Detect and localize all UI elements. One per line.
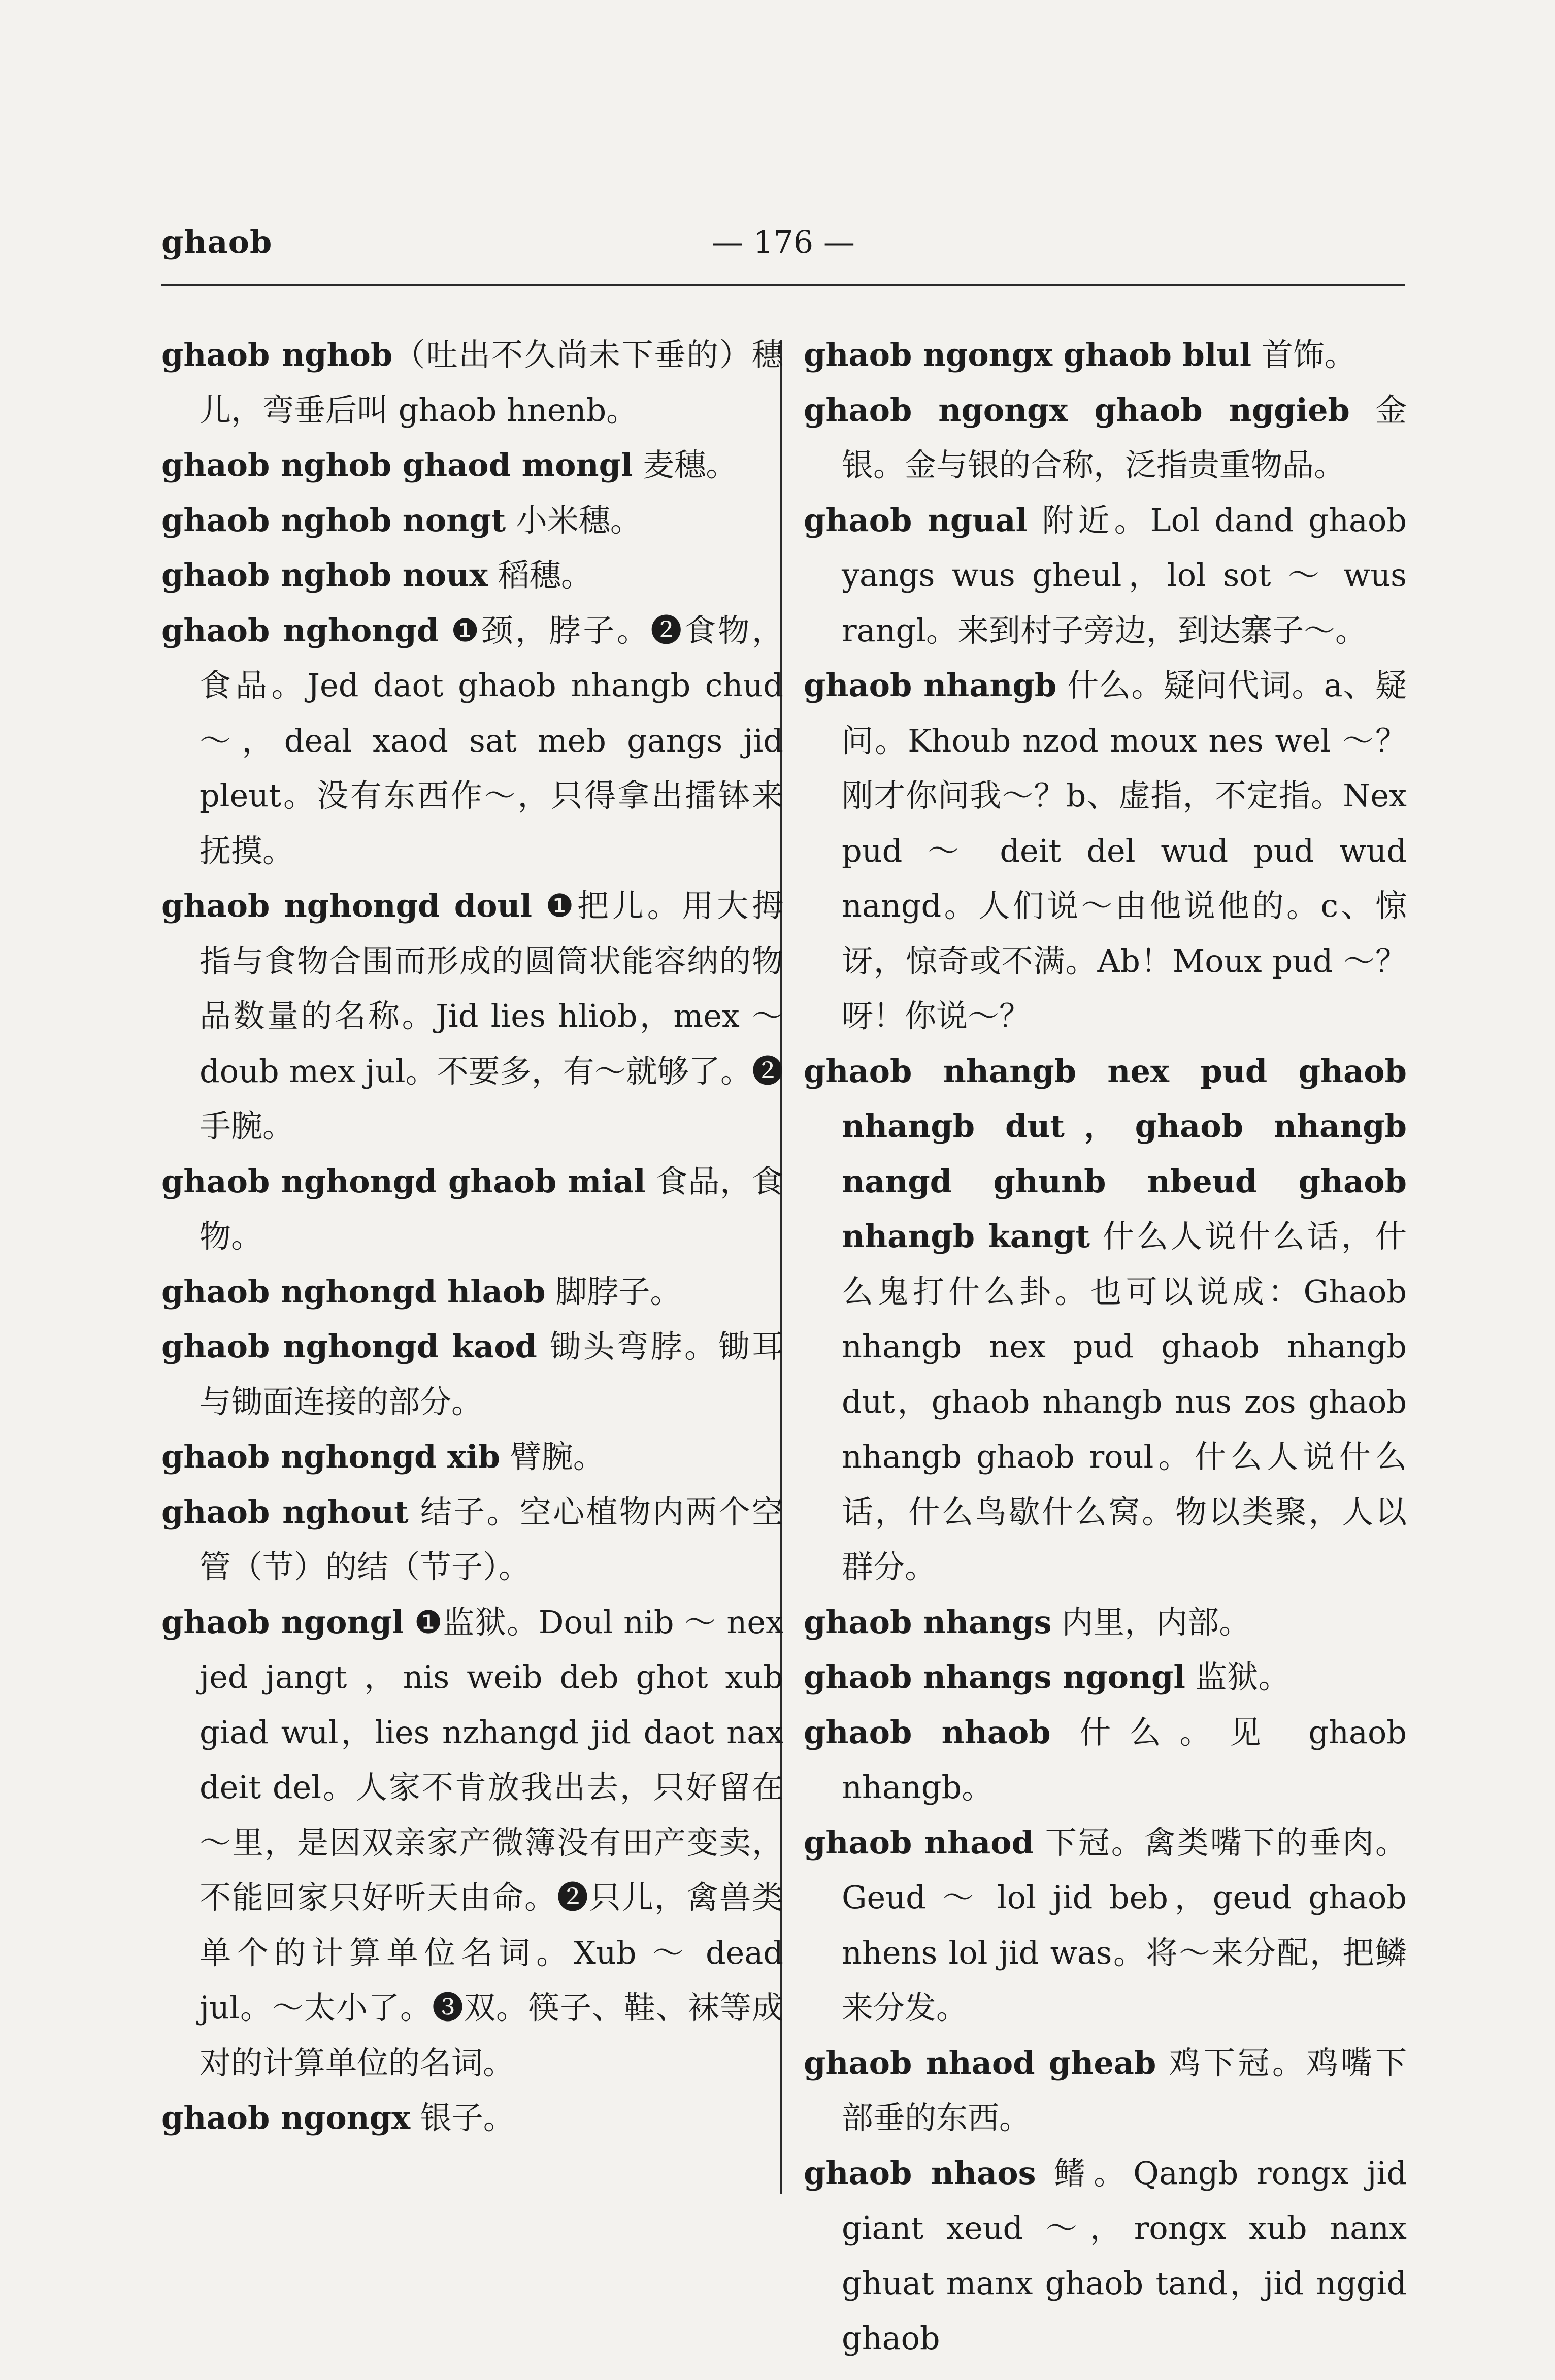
entry-definition: 鳍。Qangb rongx jid giant xeud ～，rongx xub nanx ghuat manx ghaob tand，jid nggid ghaob: [842, 2154, 1407, 2357]
dictionary-entry: [161, 328, 783, 438]
dictionary-entry: [161, 1429, 783, 1485]
dictionary-entry: [804, 328, 1407, 383]
entry-definition: ❶颈，脖子。❷食物，食品。Jed daot ghaob nhangb chud ～，deal xaod sat meb gangs jid pleut。没有东西作～，只得拿出擂钵来抚摸。: [200, 611, 783, 869]
entry-definition: 附近。Lol dand ghaob yangs wus gheul，lol sot ～ wus rangl。来到村子旁边，到达寨子～。: [842, 501, 1407, 649]
dictionary-entry: [161, 493, 783, 548]
dictionary-entry: [161, 878, 783, 1154]
entry-definition: 金银。金与银的合称，泛指贵重物品。: [842, 391, 1407, 483]
entry-definition: 食品，食物。: [200, 1162, 784, 1255]
entry-headword: ghaob ngongx ghaob nggieb: [804, 391, 1350, 429]
page-header: [161, 223, 1405, 269]
page-number: — 176 —: [712, 223, 855, 260]
entry-headword: ghaob nghob noux: [161, 557, 488, 594]
entry-headword: ghaob ngongl: [161, 1603, 404, 1641]
dictionary-entry: [161, 548, 783, 603]
entry-headword: ghaob nghob: [161, 336, 393, 373]
dictionary-entry: [804, 1650, 1407, 1705]
guide-word: ghaob: [161, 223, 273, 260]
entry-definition: 脚脖子。: [545, 1273, 682, 1310]
dictionary-entry: [804, 658, 1407, 1044]
entry-headword: ghaob nhangb nex pud ghaob nhangb dut，ghaob nhangb nangd ghunb nbeud ghaob nhangb kangt: [804, 1052, 1407, 1255]
entry-definition: 什么。见 ghaob nhangb。: [842, 1713, 1407, 1806]
entry-headword: ghaob nhaod: [804, 1823, 1034, 1861]
dictionary-entry: [161, 1264, 783, 1320]
entry-headword: ghaob nhangb: [804, 667, 1057, 704]
dictionary-entry: [161, 603, 783, 879]
entry-headword: ghaob ngual: [804, 501, 1028, 539]
entry-headword: ghaob nhangs ngongl: [804, 1658, 1185, 1696]
entry-definition: 麦穗。: [633, 446, 738, 483]
entry-headword: ghaob nghob ghaod mongl: [161, 446, 633, 483]
dictionary-entry: [804, 1595, 1407, 1650]
entry-definition: 锄头弯脖。锄耳与锄面连接的部分。: [200, 1328, 783, 1420]
dictionary-entry: [161, 438, 783, 493]
right-column: [804, 328, 1407, 2366]
dictionary-entry: [161, 1485, 783, 1595]
entry-definition: 结子。空心植物内两个空管（节）的结（节子）。: [200, 1493, 783, 1585]
dictionary-entry: [804, 2036, 1407, 2146]
dictionary-entry: [161, 1154, 783, 1264]
entry-headword: ghaob nghongd: [161, 611, 439, 649]
entry-headword: ghaob nhaos: [804, 2154, 1036, 2192]
entry-definition: 鸡下冠。鸡嘴下部垂的东西。: [842, 2044, 1407, 2136]
entry-headword: ghaob nghout: [161, 1493, 409, 1530]
entry-definition: ❶监狱。Doul nib ～ nex jed jangt ，nis weib deb ghot xub giad wul，lies nzhangd jid daot nax deit del。人家不肯放我出去，只好留在～里，是因双亲家产微簿没有田产变卖，不能回家只好听天由命。❷只儿，禽兽类单个的计算单位名词。Xub ～ dead jul。～太小了。❸双。筷子、鞋、袜等成对的计算单位的名词。: [200, 1603, 783, 2081]
entry-definition: 什么人说什么话，什么鬼打什么卦。也可以说成：Ghaob nhangb nex pud ghaob nhangb dut，ghaob nhangb nus zos ghaob nhangb ghaob roul。什么人说什么话，什么鸟歇什么窝。物以类聚，人以群分。: [842, 1218, 1407, 1585]
entry-headword: ghaob ngongx ghaob blul: [804, 336, 1252, 373]
dictionary-entry: [161, 1319, 783, 1429]
left-column: [161, 328, 783, 2146]
entry-definition: 什么。疑问代词。a、疑问。Khoub nzod moux nes wel ～？刚才你问我～？b、虚指，不定指。Nex pud ～ deit del wud pud wud nangd。人们说～由他说他的。c、惊讶，惊奇或不满。Ab！Moux pud ～？呀！你说～？: [842, 667, 1407, 1034]
header-rule: [161, 284, 1405, 286]
entry-headword: ghaob nghongd xib: [161, 1438, 500, 1475]
entry-definition: 下冠。禽类嘴下的垂肉。Geud ～ lol jid beb，geud ghaob nhens lol jid was。将～来分配，把鳞来分发。: [842, 1823, 1407, 2026]
dictionary-entry: [161, 1595, 783, 2091]
dictionary-entry: [804, 2146, 1407, 2366]
entry-headword: ghaob nghob nongt: [161, 501, 506, 539]
entry-definition: 监狱。: [1185, 1658, 1290, 1696]
entry-headword: ghaob nghongd kaod: [161, 1328, 537, 1365]
entry-definition: 稻穗。: [488, 557, 592, 594]
entry-definition: 银子。: [410, 2099, 515, 2136]
entry-definition: 首饰。: [1251, 336, 1356, 373]
dictionary-entry: [161, 2091, 783, 2146]
entry-headword: ghaob nhangs: [804, 1603, 1052, 1641]
entry-definition: ❶把儿。用大拇指与食物合围而形成的圆筒状能容纳的物品数量的名称。Jid lies hliob，mex ～ doub mex jul。不要多，有～就够了。❷手腕。: [200, 887, 783, 1145]
entry-headword: ghaob nhaod gheab: [804, 2044, 1156, 2081]
entry-headword: ghaob nghongd ghaob mial: [161, 1162, 646, 1200]
entry-headword: ghaob nhaob: [804, 1713, 1051, 1751]
dictionary-entry: [804, 383, 1407, 493]
dictionary-entry: [804, 1705, 1407, 1815]
entry-definition: 小米穗。: [506, 501, 642, 539]
dictionary-entry: [804, 1044, 1407, 1595]
entry-definition: 内里，内部。: [1051, 1603, 1251, 1641]
entry-definition: 臂腕。: [500, 1438, 605, 1475]
entry-headword: ghaob nghongd doul: [161, 887, 533, 924]
dictionary-entry: [804, 1815, 1407, 2036]
dictionary-entry: [804, 493, 1407, 659]
entry-headword: ghaob ngongx: [161, 2099, 411, 2136]
entry-definition: （吐出不久尚未下垂的）穗儿，弯垂后叫 ghaob hnenb。: [200, 336, 783, 429]
entry-headword: ghaob nghongd hlaob: [161, 1273, 546, 1310]
